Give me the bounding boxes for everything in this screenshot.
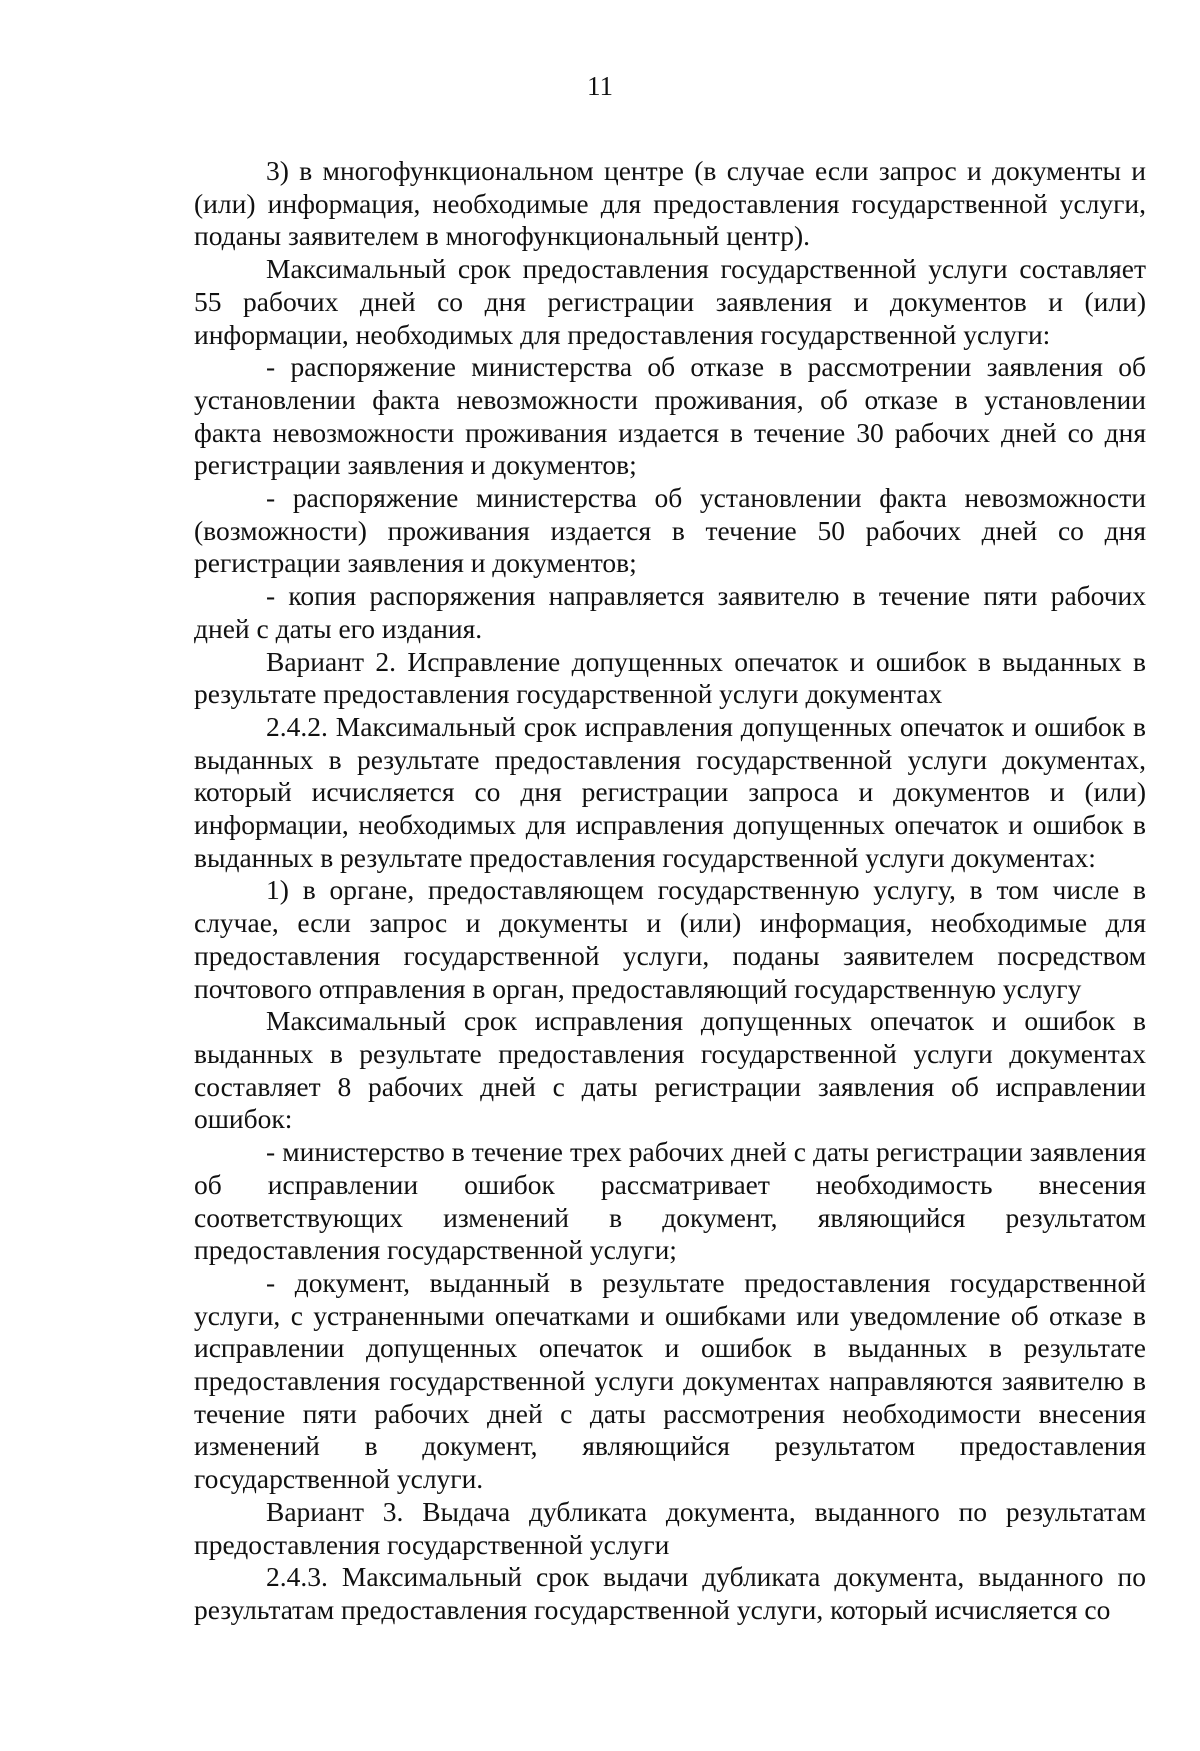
paragraph-max-term: Максимальный срок предоставления государственной услуги составляет 55 рабочих дней со дня регистрации заявления и документов и (или) информации, необходимых для предоставления государственной услуги: xyxy=(194,253,1146,350)
paragraph-variant-3-heading: Вариант 3. Выдача дубликата документа, выданного по результатам предоставления государственной услуги xyxy=(194,1495,1146,1560)
paragraph-section-2-4-2: 2.4.2. Максимальный срок исправления допущенных опечаток и ошибок в выданных в результате предоставления государственной услуги документах, который исчисляется со дня регистрации запроса и документов и (или) информации, необходимых для исправления допущенных опечаток и ошибок в выданных в результате предоставления государственной услуги документах: xyxy=(194,710,1146,873)
paragraph-establishment-order: - распоряжение министерства об установлении факта невозможности (возможности) проживания издается в течение 50 рабочих дней со дня регистрации заявления и документов; xyxy=(194,482,1146,579)
document-body xyxy=(194,155,1146,1627)
paragraph-refusal-order: - распоряжение министерства об отказе в рассмотрении заявления об установлении факта невозможности проживания, об отказе в установлении факта невозможности проживания издается в течение 30 рабочих дней со дня регистрации заявления и документов; xyxy=(194,351,1146,481)
paragraph-ministry-review: - министерство в течение трех рабочих дней с даты регистрации заявления об исправлении ошибок рассматривает необходимость внесения соответствующих изменений в документ, являющийся результатом предоставления государственной услуги; xyxy=(194,1136,1146,1266)
paragraph-correction-term: Максимальный срок исправления допущенных опечаток и ошибок в выданных в результате предоставления государственной услуги документах составляет 8 рабочих дней с даты регистрации заявления об исправлении ошибок: xyxy=(194,1005,1146,1135)
paragraph-in-authority: 1) в органе, предоставляющем государственную услугу, в том числе в случае, если запрос и документы и (или) информация, необходимые для предоставления государственной услуги, поданы заявителем посредством почтового отправления в орган, предоставляющий государственную услугу xyxy=(194,874,1146,1004)
paragraph-mfc-item: 3) в многофункциональном центре (в случае если запрос и документы и (или) информация, необходимые для предоставления государственной услуги, поданы заявителем в многофункциональный центр). xyxy=(194,155,1146,252)
paragraph-corrected-document: - документ, выданный в результате предоставления государственной услуги, с устраненными опечатками и ошибками или уведомление об отказе в исправлении допущенных опечаток и ошибок в выданных в результате предоставления государственной услуги документах направляются заявителю в течение пяти рабочих дней с даты рассмотрения необходимости внесения изменений в документ, являющийся результатом предоставления государственной услуги. xyxy=(194,1266,1146,1495)
paragraph-variant-2-heading: Вариант 2. Исправление допущенных опечаток и ошибок в выданных в результате предоставления государственной услуги документах xyxy=(194,645,1146,710)
page-number: 11 xyxy=(587,71,613,101)
paragraph-copy-sent: - копия распоряжения направляется заявителю в течение пяти рабочих дней с даты его издания. xyxy=(194,580,1146,644)
paragraph-section-2-4-3: 2.4.3. Максимальный срок выдачи дубликата документа, выданного по результатам предоставления государственной услуги, который исчисляется со xyxy=(194,1561,1146,1625)
